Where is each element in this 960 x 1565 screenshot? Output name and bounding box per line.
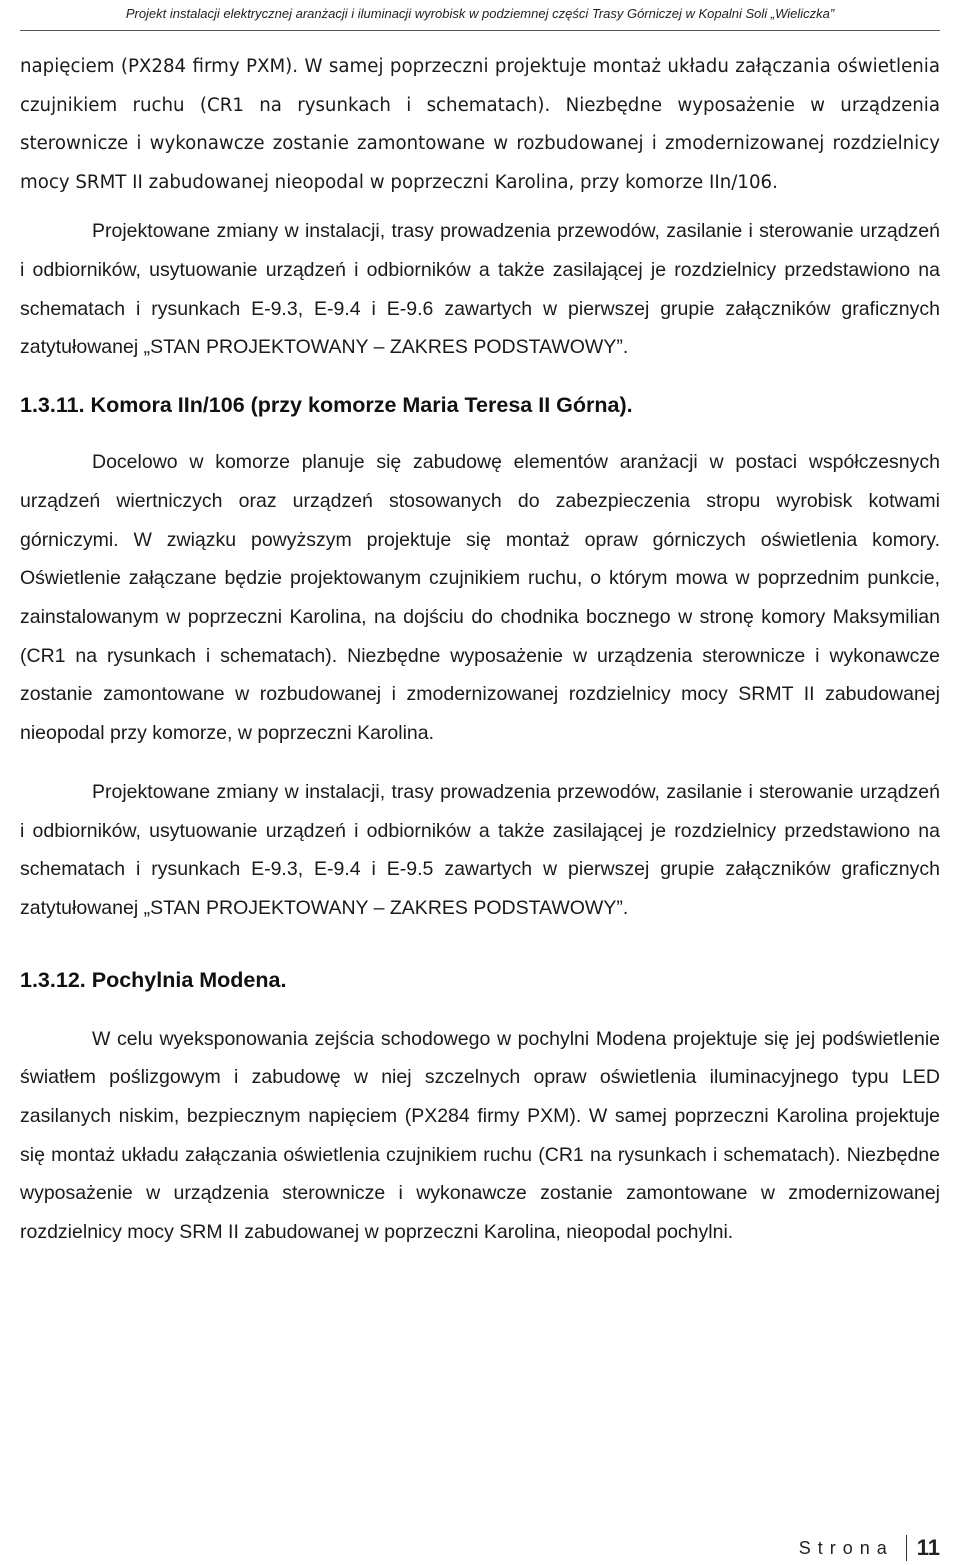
- document-body: [20, 48, 940, 1252]
- paragraph-komora: Docelowo w komorze planuje się zabudowę elementów aranżacji w postaci współczesnych urządzeń wiertniczych oraz urządzeń stosowanych do zabezpieczenia stropu wyrobisk kotwami górniczymi. W związku powyższym projektuje się montaż opraw górniczych oświetlenia komory. Oświetlenie załączane będzie projektowanym czujnikiem ruchu, o którym mowa w poprzednim punkcie, zainstalowanym w poprzeczni Karolina, na dojściu do chodnika bocznego w stronę komory Maksymilian (CR1 na rysunkach i schematach). Niezbędne wyposażenie w urządzenia sterownicze i wykonawcze zostanie zamontowane w rozbudowanej i zmodernizowanej rozdzielnicy mocy SRMT II zabudowanej nieopodal przy komorze, w poprzeczni Karolina.: [20, 451, 940, 745]
- paragraph-continuation: napięciem (PX284 firmy PXM). W samej poprzeczni projektuje montaż układu załączania oświetlenia czujnikiem ruchu (CR1 na rysunkach i schematach). Niezbędne wyposażenie w urządzenia sterownicze i wykonawcze zostanie zamontowane w rozbudowanej i zmodernizowanej rozdzielnicy mocy SRMT II zabudowanej nieopodal w poprzeczni Karolina, przy komorze IIn/106.: [20, 56, 940, 193]
- document-title: Projekt instalacji elektrycznej aranżacji i iluminacji wyrobisk w podziemnej części Trasy Górniczej w Kopalni Soli „Wieliczka”: [125, 6, 835, 21]
- paragraph-changes-1: Projektowane zmiany w instalacji, trasy prowadzenia przewodów, zasilanie i sterowanie urządzeń i odbiorników, usytuowanie urządzeń i odbiorników a także zasilającej je rozdzielnicy przedstawiono na schematach i rysunkach E-9.3, E-9.4 i E-9.6 zawartych w pierwszej grupie załączników graficznych zatytułowanej „STAN PROJEKTOWANY – ZAKRES PODSTAWOWY”.: [20, 220, 940, 359]
- section-heading-1-3-11: 1.3.11. Komora IIn/106 (przy komorze Maria Teresa II Górna).: [20, 393, 633, 418]
- page-footer: [799, 1532, 940, 1564]
- page-header: [20, 4, 940, 31]
- page-number: 11: [906, 1535, 940, 1561]
- section-heading-1-3-12: 1.3.12. Pochylnia Modena.: [20, 967, 287, 992]
- page-label: Strona: [798, 1537, 894, 1558]
- paragraph-pochylnia: W celu wyeksponowania zejścia schodowego w pochylni Modena projektuje się jej podświetlenie światłem poślizgowym i zabudowę w niej szczelnych opraw oświetlenia iluminacyjnego typu LED zasilanych niskim, bezpiecznym napięciem (PX284 firmy PXM). W samej poprzeczni Karolina projektuje się montaż układu załączania oświetlenia czujnikiem ruchu (CR1 na rysunkach i schematach). Niezbędne wyposażenie w urządzenia sterownicze i wykonawcze zostanie zamontowane w zmodernizowanej rozdzielnicy mocy SRM II zabudowanej w poprzeczni Karolina, nieopodal pochylni.: [20, 1027, 940, 1244]
- paragraph-changes-2: Projektowane zmiany w instalacji, trasy prowadzenia przewodów, zasilanie i sterowanie urządzeń i odbiorników, usytuowanie urządzeń i odbiorników a także zasilającej je rozdzielnicy przedstawiono na schematach i rysunkach E-9.3, E-9.4 i E-9.5 zawartych w pierwszej grupie załączników graficznych zatytułowanej „STAN PROJEKTOWANY – ZAKRES PODSTAWOWY”.: [20, 780, 940, 919]
